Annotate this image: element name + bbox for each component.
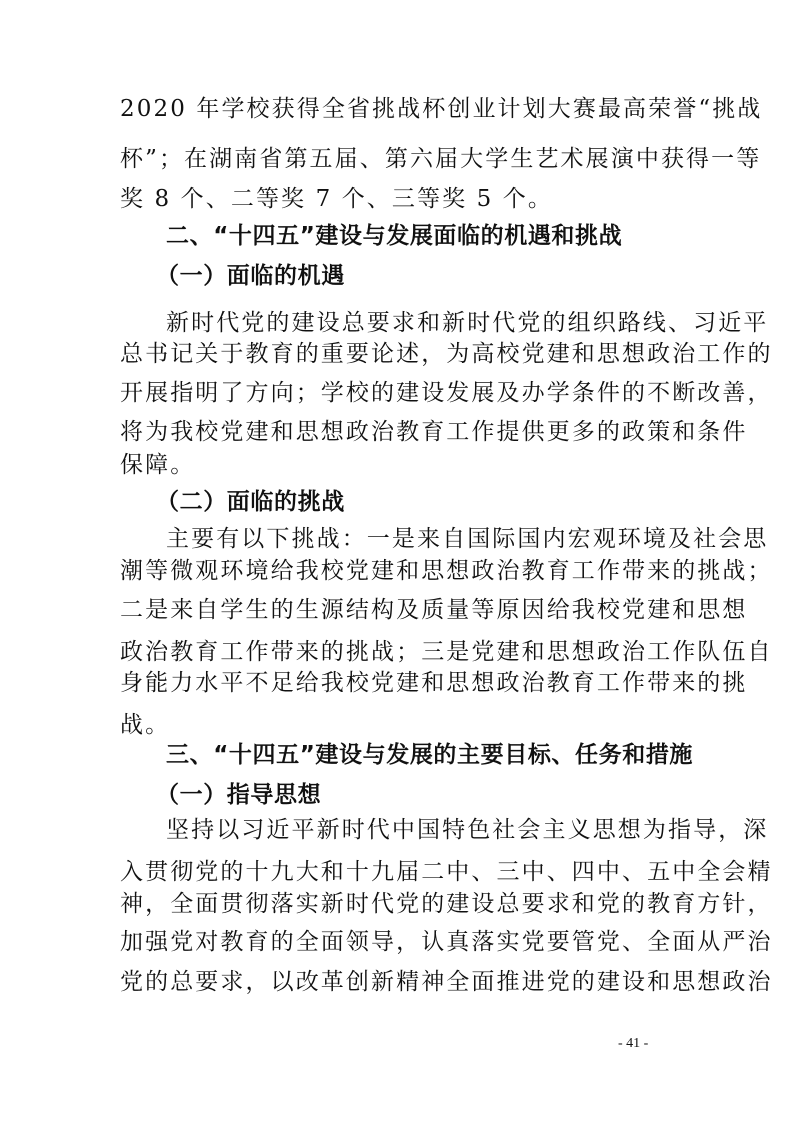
paragraph-line: 2020 年学校获得全省挑战杯创业计划大赛最高荣誉“挑战 [120, 96, 763, 122]
paragraph-line: 身能力水平不足给我校党建和思想政治教育工作带来的挑 [120, 670, 748, 696]
paragraph-line: 保障。 [120, 452, 196, 478]
section-2-heading: 二、“十四五”建设与发展面临的机遇和挑战 [166, 223, 623, 249]
paragraph-line: 党的总要求，以改革创新精神全面推进党的建设和思想政治 [120, 969, 773, 995]
paragraph-line: 新时代党的建设总要求和新时代党的组织路线、习近平 [166, 310, 769, 336]
section-3-heading: 三、“十四五”建设与发展的主要目标、任务和措施 [166, 742, 694, 768]
paragraph-line: 潮等微观环境给我校党建和思想政治教育工作带来的挑战； [120, 558, 773, 584]
challenges-subheading: （二）面临的挑战 [156, 489, 345, 515]
paragraph-line: 二是来自学生的生源结构及质量等原因给我校党建和思想 [120, 597, 748, 623]
paragraph-line: 战。 [120, 712, 171, 738]
paragraph-line: 加强党对教育的全面领导，认真落实党要管党、全面从严治 [120, 929, 773, 955]
paragraph-line: 奖 8 个、二等奖 7 个、三等奖 5 个。 [120, 186, 553, 212]
paragraph-line: 开展指明了方向；学校的建设发展及办学条件的不断改善， [120, 380, 773, 406]
paragraph-line: 总书记关于教育的重要论述，为高校党建和思想政治工作的 [120, 341, 773, 367]
paragraph-line: 主要有以下挑战：一是来自国际国内宏观环境及社会思 [166, 526, 769, 552]
paragraph-line: 神，全面贯彻落实新时代党的建设总要求和党的教育方针， [120, 891, 773, 917]
paragraph-line: 将为我校党建和思想政治教育工作提供更多的政策和条件 [120, 419, 748, 445]
paragraph-line: 坚持以习近平新时代中国特色社会主义思想为指导，深 [166, 817, 769, 843]
opportunities-subheading: （一）面临的机遇 [156, 263, 345, 289]
page-number: - 41 - [618, 1036, 649, 1051]
paragraph-line: 政治教育工作带来的挑战；三是党建和思想政治工作队伍自 [120, 639, 773, 665]
paragraph-line: 杯”；在湖南省第五届、第六届大学生艺术展演中获得一等 [120, 146, 762, 172]
paragraph-line: 入贯彻党的十九大和十九届二中、三中、四中、五中全会精 [120, 859, 773, 885]
guiding-subheading: （一）指导思想 [156, 782, 322, 808]
